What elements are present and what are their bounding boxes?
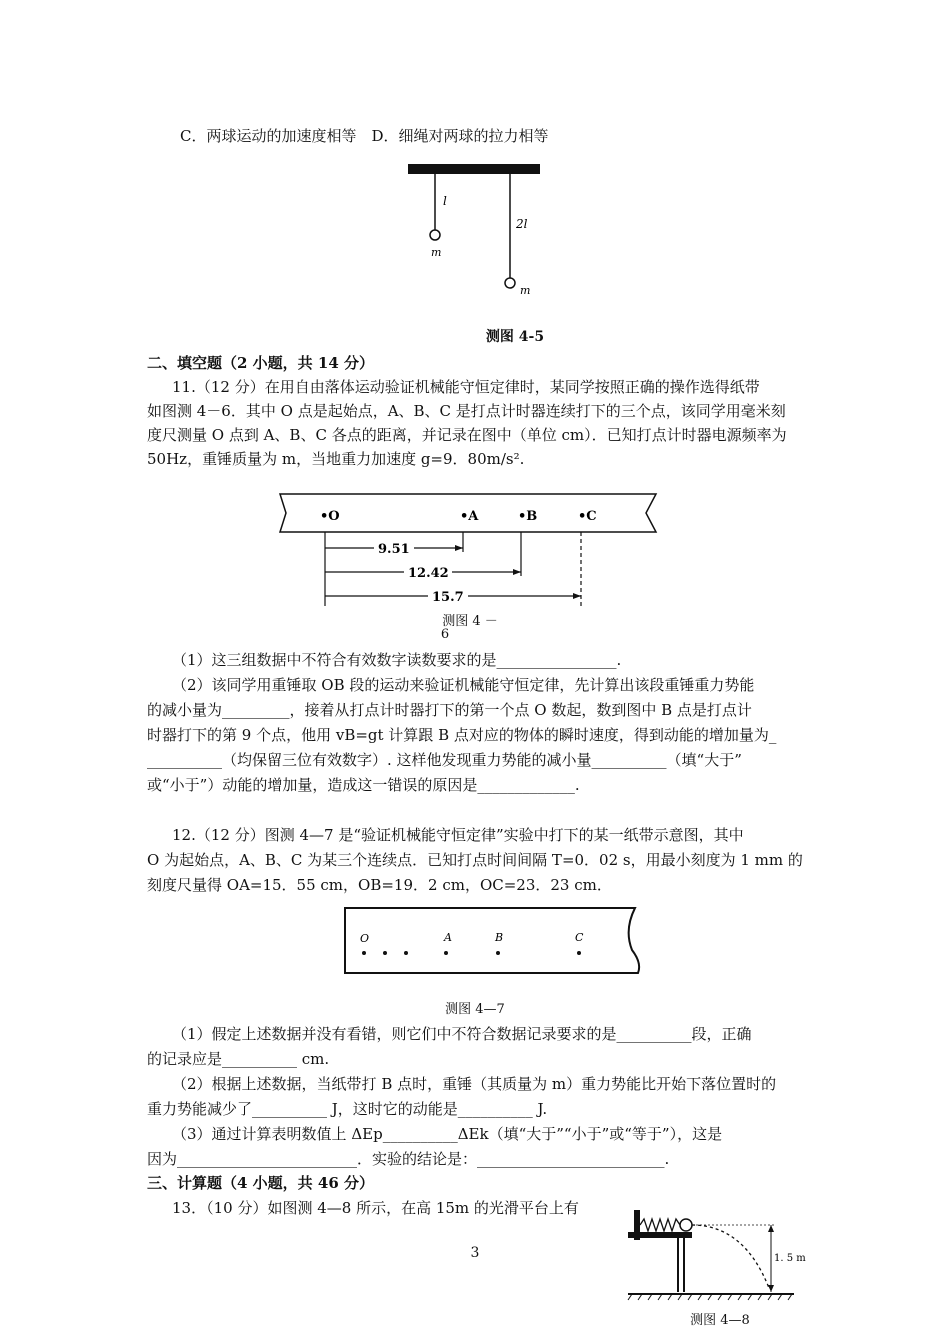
dot-B <box>496 951 500 955</box>
q11-sub-1: （1）这三组数据中不符合有效数字读数要求的是________________. <box>172 651 622 669</box>
dot-A <box>444 951 448 955</box>
ball-short <box>430 230 440 240</box>
section-3-title: 三、计算题（4 小题，共 46 分） <box>147 1174 374 1192</box>
label-B: B <box>495 931 504 944</box>
figure-4-7-caption: 测图 4—7 <box>445 1002 505 1017</box>
figure-4-8-caption: 测图 4—8 <box>690 1313 750 1328</box>
q12-sub-3: （3）通过计算表明数值上 ΔEp__________ΔEk（填“大于”“小于”或“等于”），这是 <box>172 1125 723 1143</box>
figure-4-7 <box>342 905 648 977</box>
trajectory <box>692 1225 769 1288</box>
figure-4-6-caption-1: 测图 4 － <box>442 614 498 629</box>
q11-sub-2-line-3: 时器打下的第 9 个点，他用 vB=gt 计算跟 B 点对应的物体的瞬时速度，得到动能的增加量为_ <box>147 726 777 744</box>
label-l: l <box>443 194 447 208</box>
q12-line-2: O 为起始点，A、B、C 为某三个连续点．已知打点时间间隔 T=0．02 s，用最小刻度为 1 mm 的 <box>147 851 803 869</box>
height-label: 1. 5 m <box>774 1253 806 1264</box>
figure-4-8 <box>626 1208 806 1308</box>
q11-sub-2-line-2: 的减小量为_________，接着从打点计时器打下的第一个点 O 数起，数到图中 B 点是打点计 <box>147 701 752 719</box>
figure-4-6 <box>278 490 668 612</box>
platform <box>628 1232 692 1238</box>
q11-sub-2-line-5: 或“小于”）动能的增加量，造成这一错误的原因是_____________. <box>147 776 580 794</box>
q12-sub-3-cont: 因为________________________．实验的结论是：_________________________. <box>147 1150 670 1168</box>
q11-line-3: 度尺测量 O 点到 A、B、C 各点的距离，并记录在图中（单位 cm）．已知打点计时器电源频率为 <box>147 426 787 444</box>
point-C: •C <box>578 509 597 524</box>
ball <box>680 1219 692 1231</box>
figure-4-5 <box>400 160 550 300</box>
label-2l: 2l <box>516 217 528 231</box>
section-2-title: 二、填空题（2 小题，共 14 分） <box>147 354 374 372</box>
label-A: A <box>444 931 452 944</box>
label-m2: m <box>520 284 531 297</box>
label-O: O <box>360 932 370 945</box>
question-10-options: C．两球运动的加速度相等 D．细绳对两球的拉力相等 <box>180 127 549 145</box>
figure-4-5-caption: 测图 4-5 <box>485 329 545 345</box>
q12-line-3: 刻度尺量得 OA=15．55 cm，OB=19．2 cm，OC=23．23 cm． <box>147 876 612 894</box>
dim-OA: 9.51 <box>378 542 410 557</box>
ceiling-bar <box>408 164 540 174</box>
q12-sub-2: （2）根据上述数据，当纸带打 B 点时，重锤（其质量为 m）重力势能比开始下落位置时的 <box>172 1075 777 1093</box>
q11-line-1: 11.（12 分）在用自由落体运动验证机械能守恒定律时，某同学按照正确的操作选得纸带 <box>172 378 760 396</box>
label-C: C <box>575 931 584 944</box>
point-A: •A <box>460 509 479 524</box>
q11-line-4: 50Hz，重锤质量为 m，当地重力加速度 g=9．80m/s². <box>147 450 525 468</box>
ball-long <box>505 278 515 288</box>
q12-sub-1: （1）假定上述数据并没有看错，则它们中不符合数据记录要求的是__________段，正确 <box>172 1025 752 1043</box>
spring <box>640 1219 680 1231</box>
q12-sub-2-cont: 重力势能减少了__________ J，这时它的动能是__________ J. <box>147 1100 548 1118</box>
paper-tape-2 <box>345 908 639 973</box>
point-O: •O <box>320 509 340 524</box>
q13-line-1: 13．（10 分）如图测 4—8 所示，在高 15m 的光滑平台上有 <box>172 1199 579 1217</box>
q12-sub-1-cont: 的记录应是__________ cm. <box>147 1050 330 1068</box>
q12-line-1: 12.（12 分）图测 4—7 是“验证机械能守恒定律”实验中打下的某一纸带示意图，其中 <box>172 826 744 844</box>
figure-4-6-caption-2: 6 <box>440 627 450 642</box>
q11-sub-2-line-4: __________（均保留三位有效数字）. 这样他发现重力势能的减小量__________（填“大于” <box>147 751 742 769</box>
dot-C <box>577 951 581 955</box>
label-m1: m <box>431 246 442 259</box>
dot-O <box>362 951 366 955</box>
dim-OC: 15.7 <box>432 590 464 605</box>
q11-sub-2-line-1: （2）该同学用重锤取 OB 段的运动来验证机械能守恒定律，先计算出该段重锤重力势能 <box>172 676 755 694</box>
page-number: 3 <box>470 1245 480 1261</box>
dim-OB: 12.42 <box>408 566 449 581</box>
point-B: •B <box>518 509 538 524</box>
q11-line-2: 如图测 4－6．其中 O 点是起始点，A、B、C 是打点计时器连续打下的三个点，该同学用毫米刻 <box>147 402 786 420</box>
